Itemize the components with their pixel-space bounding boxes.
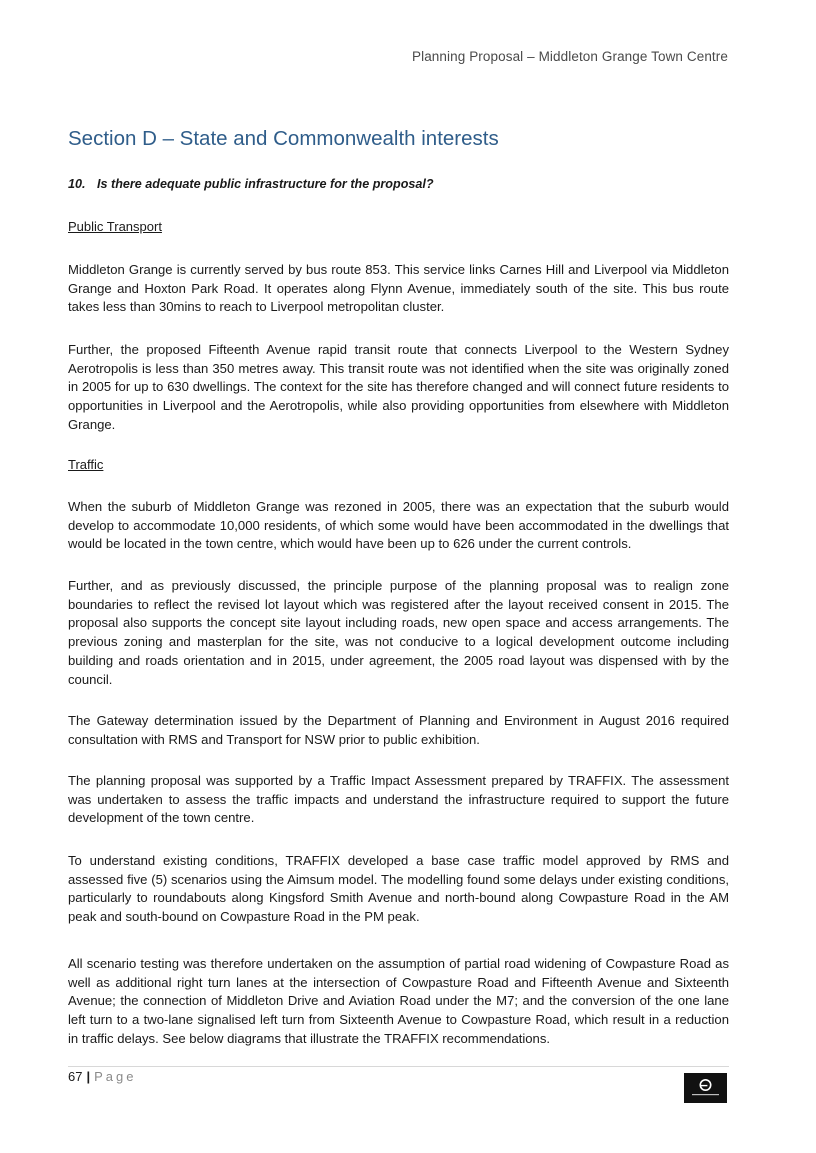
question-text: Is there adequate public infrastructure for the proposal? — [97, 177, 434, 191]
paragraph: The planning proposal was supported by a Traffic Impact Assessment prepared by TRAFFIX. The assessment was undertaken to assess the traffic impacts and understand the infrastructure required to support the future development of the town centre. — [68, 773, 729, 826]
question-heading — [68, 177, 434, 191]
paragraph: Middleton Grange is currently served by bus route 853. This service links Carnes Hill and Liverpool via Middleton Grange and Hoxton Park Road. It operates along Flynn Avenue, immediately south of the site. This bus route takes less than 30mins to reach to Liverpool metropolitan cluster. — [68, 262, 729, 315]
paragraph: The Gateway determination issued by the Department of Planning and Environment in August 2016 required consultation with RMS and Transport for NSW prior to public exhibition. — [68, 713, 729, 747]
page-separator: | — [86, 1069, 91, 1084]
running-header: Planning Proposal – Middleton Grange Town Centre — [412, 49, 728, 64]
page-number-value: 67 — [68, 1069, 83, 1084]
company-logo-icon — [684, 1073, 727, 1103]
question-number: 10. — [68, 177, 86, 191]
paragraph: Further, and as previously discussed, the principle purpose of the planning proposal was to realign zone boundaries to reflect the revised lot layout which was registered after the layout received consent in 2015. The proposal also supports the concept site layout including roads, new open space and access arrangements. The previous zoning and masterplan for the site, was not conducive to a logical development outcome including building and roads orientation and in 2015, under agreement, the 2005 road layout was dispensed with by the council. — [68, 578, 729, 687]
paragraph: To understand existing conditions, TRAFFIX developed a base case traffic model approved by RMS and assessed five (5) scenarios using the Aimsum model. The modelling found some delays under existing conditions, particularly to roundabouts along Kingsford Smith Avenue and north-bound along Cowpasture Road in the AM peak and south-bound on Cowpasture Road in the PM peak. — [68, 853, 729, 925]
paragraph: When the suburb of Middleton Grange was rezoned in 2005, there was an expectation that the suburb would develop to accommodate 10,000 residents, of which some would have been accommodated in the dwellings that would be located in the town centre, which would have been up to 626 under the current controls. — [68, 499, 729, 552]
section-heading: Section D – State and Commonwealth interests — [68, 127, 499, 150]
subheading-public-transport: Public Transport — [68, 219, 162, 234]
paragraph: Further, the proposed Fifteenth Avenue rapid transit route that connects Liverpool to the Western Sydney Aerotropolis is less than 350 metres away. This transit route was not identified when the site was originally zoned in 2005 for up to 630 dwellings. The context for the site has therefore changed and will connect future residents to opportunities in Liverpool and the Aerotropolis, while also providing opportunities from elsewhere with Middleton Grange. — [68, 342, 729, 432]
footer-divider — [68, 1066, 729, 1067]
page-number — [68, 1069, 136, 1084]
page-word: Page — [94, 1069, 137, 1084]
subheading-traffic: Traffic — [68, 457, 104, 472]
paragraph: All scenario testing was therefore undertaken on the assumption of partial road widening of Cowpasture Road as well as additional right turn lanes at the intersection of Cowpasture Road and Fifteenth Avenue and Sixteenth Avenue; the connection of Middleton Drive and Aviation Road under the M7; and the conversion of the one lane left turn to a two-lane signalised left turn from Sixteenth Avenue to Cowpasture Road, which result in a reduction in traffic delays. See below diagrams that illustrate the TRAFFIX recommendations. — [68, 956, 729, 1046]
